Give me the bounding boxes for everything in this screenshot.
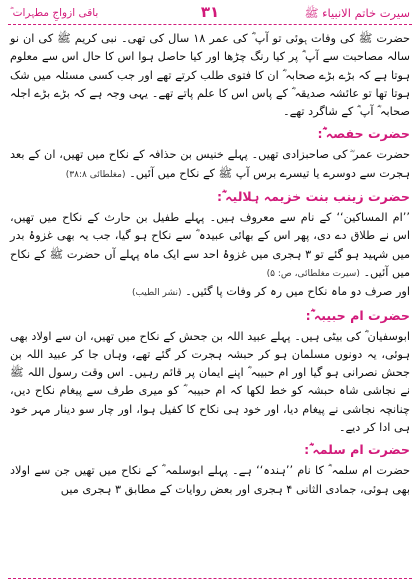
footer-divider bbox=[8, 578, 412, 579]
section-heading-hafsa: حضرت حفصہ ؓ: bbox=[317, 126, 410, 142]
zainab-text: ’’ام المساکین‘‘ کے نام سے معروف ہیں۔ پہلے طفیل بن حارث کے نکاح میں تھیں، اس نے طلاق دے دی، پھر اس کے بھائی عبیدہ ؓ سے نکاح ہو گیا، جب یہ بھی غزوۂ بدر میں شہید ہو گئے تو ۳ ہجری میں غزوۂ احد سے ایک ماہ پہلے آں حضرت ﷺ کے نکاح میں آئیں۔ bbox=[10, 211, 410, 279]
header-divider bbox=[8, 24, 412, 25]
hafsa-text: حضرت عمر ؓ کی صاحبزادی تھیں۔ پہلے خنیس بن حذافہ کے نکاح میں تھیں، ان کے بعد ہجرت سے دوسرے یا تیسرے برس آپ ﷺ کے نکاح میں آئیں۔ bbox=[10, 148, 410, 180]
page-number: ۳۱ bbox=[200, 3, 220, 21]
zainab-reference-2: (نشر الطیب) bbox=[131, 288, 182, 299]
umm-habiba-paragraph: ابوسفیان ؓ کی بیٹی ہیں۔ پہلے عبید اللہ بن جحش کے نکاح میں تھیں، ان سے اولاد بھی ہوئی، یہ دونوں مسلمان ہو کر حبشہ ہجرت کر گئے تھے، وہاں جا کر عبید اللہ بن جحش نصرانی ہو گیا اور ام حبیبہ ؓ اپنے ایمان پر قائم رہیں۔ اس وقت رسول اللہ ﷺ نے نجاشی شاہ حبشہ کو خط لکھا کہ ام حبیبہ ؓ کو میری طرف سے پیغام نکاح دیں، چنانچہ نجاشی نے پیغام دیا، اور خود ہی نکاح کا کفیل ہوا، اور چار سو دینار مہر خود ہی ادا کر دیے۔ bbox=[10, 329, 410, 435]
running-header bbox=[10, 3, 410, 25]
section-heading-zainab: حضرت زینب بنت خزیمہ ہلالیہ ؓ: bbox=[216, 189, 410, 205]
hafsa-reference: (مغلطائی ۳۸:۸) bbox=[65, 169, 126, 180]
zainab-paragraph bbox=[10, 209, 410, 283]
zainab-reference-1: (سیرت مغلطائی، ص: ۵) bbox=[266, 268, 360, 279]
zainab-paragraph-2 bbox=[10, 283, 410, 302]
zainab-text-2: اور صرف دو ماہ نکاح میں رہ کر وفات پا گئیں۔ bbox=[185, 285, 410, 299]
section-heading-umm-habiba: حضرت ام حبیبہ ؓ: bbox=[305, 307, 410, 323]
header-book-title: سیرت خاتم الانبیاء ﷺ bbox=[304, 6, 410, 20]
intro-paragraph: حضرت ﷺ کی وفات ہوئی تو آپ ؓ کی عمر ۱۸ سال کی تھی۔ نبی کریم ﷺ کی ان نو سالہ مصاحبت سے آپ ؓ پر کیا رنگ چڑھا اور کیا حاصل ہوا اس کا حال اس سے معلوم ہوتا ہے کہ بڑے بڑے صحابہ ؓ ان کا فتوی طلب کرتے تھے اور جب کسی مسئلہ میں شک ہوتا تھا تو عائشہ صدیقہ ؓ کے پاس اس کا علم پاتے تھے۔ یہی وجہ ہے کہ بڑے بڑے اجلہ صحابہ ؓ آپ ؓ کے شاگرد تھے۔ bbox=[10, 32, 410, 119]
hafsa-paragraph bbox=[10, 146, 410, 184]
header-chapter-title: باقی ازواجِ مطہرات ؓ bbox=[10, 7, 99, 19]
page-body bbox=[10, 30, 410, 574]
section-heading-umm-salama: حضرت ام سلمہ ؓ: bbox=[304, 442, 410, 458]
umm-salama-paragraph: حضرت ام سلمہ ؓ کا نام ’’ہندہ‘‘ ہے۔ پہلے ابوسلمہ ؓ کے نکاح میں تھیں جن سے اولاد بھی ہوئی، جمادی الثانی ۴ ہجری اور بعض روایات کے مطابق ۳ ہجری میں bbox=[10, 464, 410, 496]
